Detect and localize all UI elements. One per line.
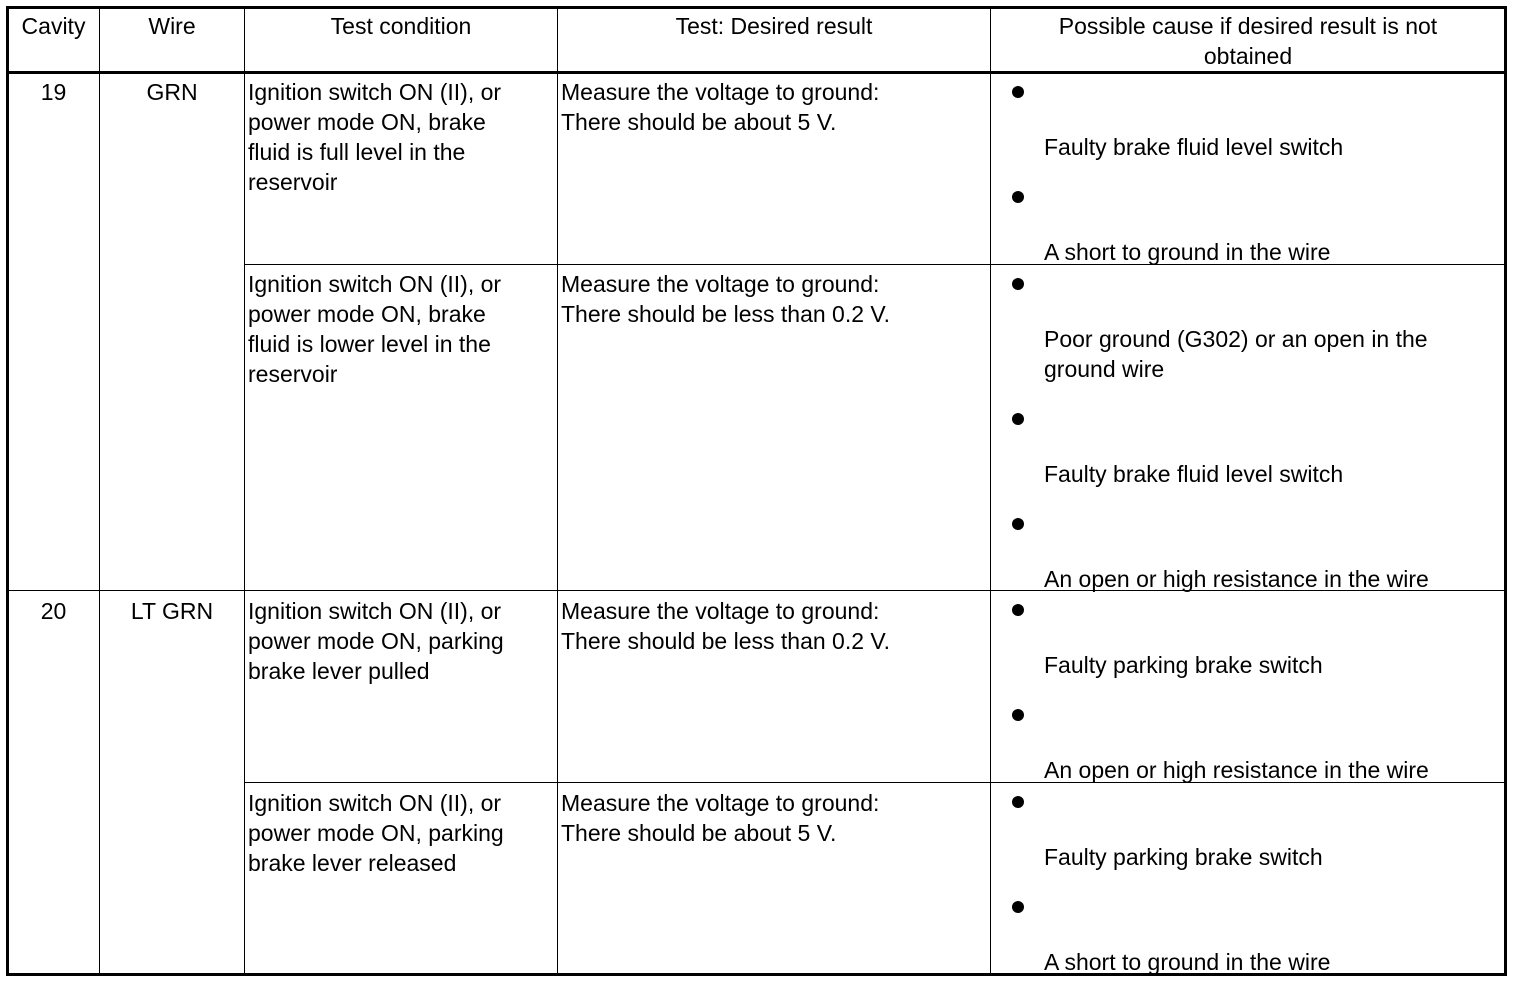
possible-cause: A short to ground in the wire	[1044, 239, 1331, 265]
header-possible-cause: Possible cause if desired result is not	[1058, 13, 1438, 39]
bullet-icon	[1012, 604, 1024, 616]
column-divider	[990, 8, 991, 974]
column-divider	[557, 8, 558, 974]
possible-cause: An open or high resistance in the wire	[1044, 757, 1429, 783]
test-condition-line: brake lever pulled	[248, 658, 430, 684]
wire-color: GRN	[146, 79, 198, 105]
desired-result-line: There should be less than 0.2 V.	[561, 628, 891, 654]
column-divider	[244, 8, 245, 974]
possible-cause: Poor ground (G302) or an open in the	[1044, 326, 1428, 352]
possible-cause: ground wire	[1044, 356, 1165, 382]
desired-result-line: Measure the voltage to ground:	[561, 598, 880, 624]
test-condition-line: power mode ON, brake	[248, 301, 486, 327]
header-divider	[8, 71, 1505, 74]
desired-result-line: There should be about 5 V.	[561, 109, 837, 135]
header-cavity: Cavity	[21, 13, 86, 39]
header-test-condition: Test condition	[330, 13, 472, 39]
bullet-icon	[1012, 518, 1024, 530]
bullet-icon	[1012, 191, 1024, 203]
header-wire: Wire	[148, 13, 196, 39]
bullet-icon	[1012, 709, 1024, 721]
test-condition-line: brake lever released	[248, 850, 457, 876]
possible-cause: Faulty brake fluid level switch	[1044, 134, 1344, 160]
test-condition-line: Ignition switch ON (II), or	[248, 790, 502, 816]
bullet-icon	[1012, 86, 1024, 98]
possible-cause: A short to ground in the wire	[1044, 949, 1331, 975]
bullet-icon	[1012, 901, 1024, 913]
cavity-number: 20	[40, 598, 67, 624]
header-desired-result: Test: Desired result	[675, 13, 873, 39]
possible-cause: Faulty brake fluid level switch	[1044, 461, 1344, 487]
test-condition-line: fluid is lower level in the	[248, 331, 491, 357]
test-condition-line: Ignition switch ON (II), or	[248, 271, 502, 297]
desired-result-line: Measure the voltage to ground:	[561, 271, 880, 297]
header-possible-cause: obtained	[1203, 43, 1293, 69]
cavity-number: 19	[40, 79, 67, 105]
test-condition-line: power mode ON, parking	[248, 820, 504, 846]
possible-cause: Faulty parking brake switch	[1044, 844, 1323, 870]
test-condition-line: Ignition switch ON (II), or	[248, 598, 502, 624]
test-condition-line: power mode ON, parking	[248, 628, 504, 654]
bullet-icon	[1012, 413, 1024, 425]
test-condition-line: reservoir	[248, 361, 338, 387]
desired-result-line: Measure the voltage to ground:	[561, 79, 880, 105]
test-condition-line: fluid is full level in the	[248, 139, 466, 165]
test-condition-line: reservoir	[248, 169, 338, 195]
column-divider	[99, 8, 100, 974]
desired-result-line: There should be about 5 V.	[561, 820, 837, 846]
wire-color: LT GRN	[130, 598, 214, 624]
desired-result-line: Measure the voltage to ground:	[561, 790, 880, 816]
test-condition-line: power mode ON, brake	[248, 109, 486, 135]
possible-cause: Faulty parking brake switch	[1044, 652, 1323, 678]
test-condition-line: Ignition switch ON (II), or	[248, 79, 502, 105]
desired-result-line: There should be less than 0.2 V.	[561, 301, 891, 327]
bullet-icon	[1012, 278, 1024, 290]
possible-cause: An open or high resistance in the wire	[1044, 566, 1429, 592]
bullet-icon	[1012, 796, 1024, 808]
